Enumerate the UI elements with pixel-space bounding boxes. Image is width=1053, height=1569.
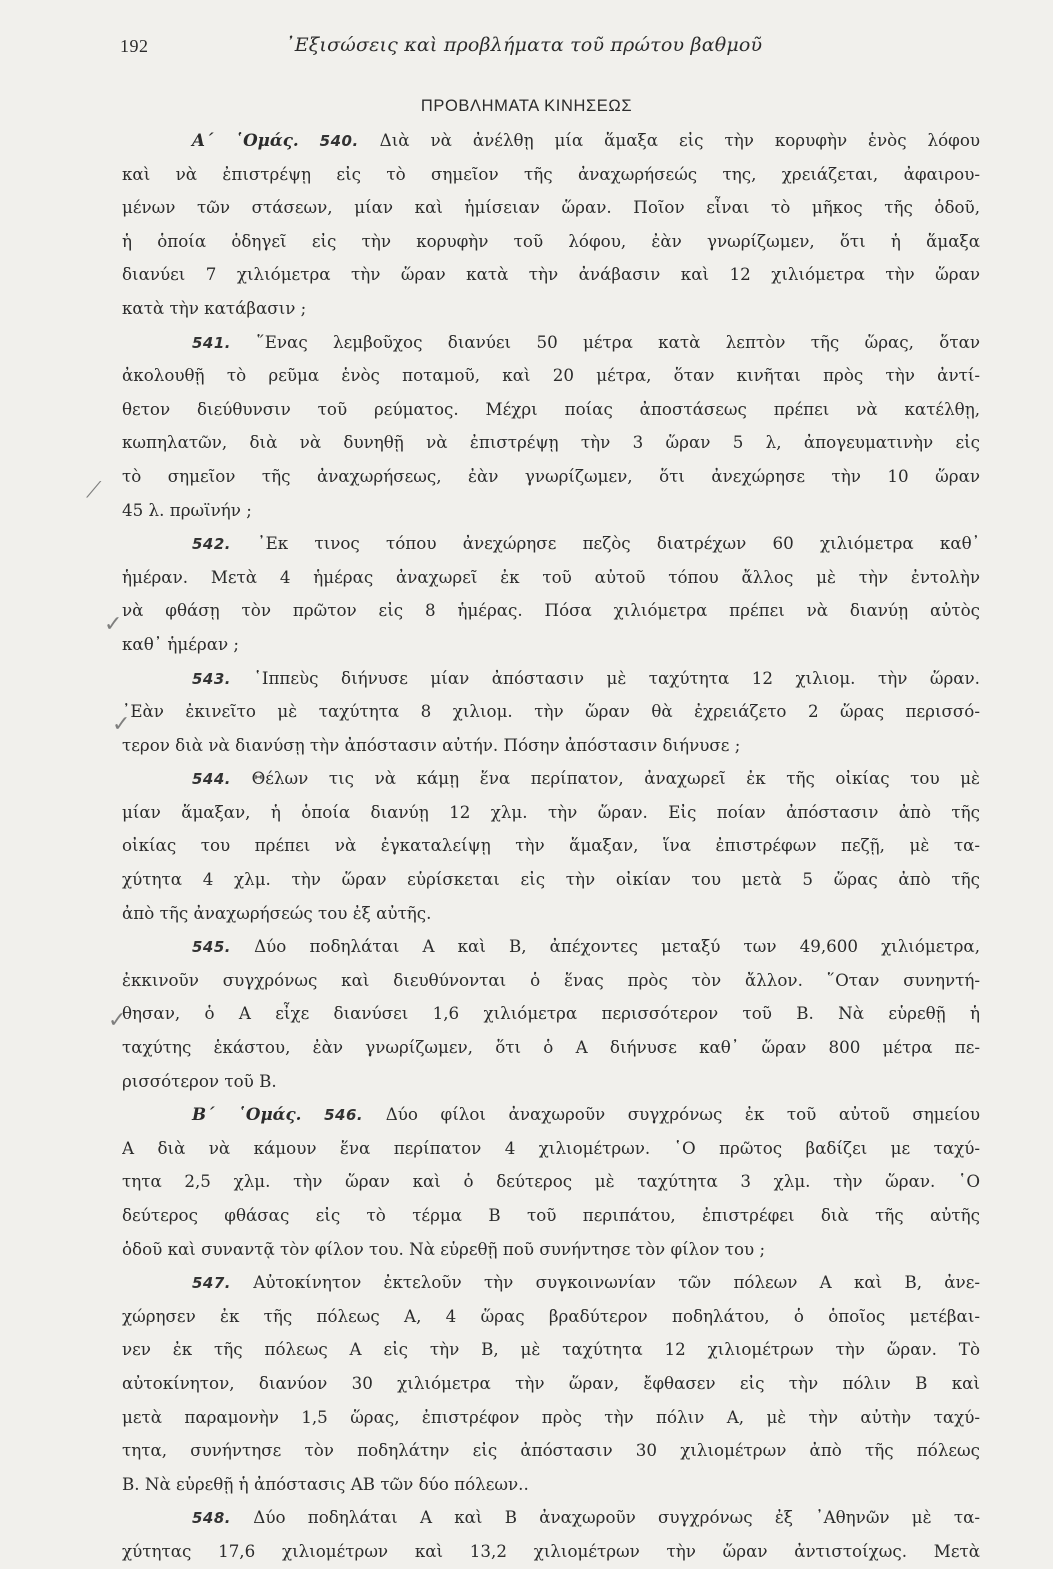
problem-545-line: ρισσότερον τοῦ Β. [122,1070,277,1091]
page-number: 192 [120,36,149,56]
problem-547-line: τητα, συνήντησε τὸν ποδηλάτην εἰς ἀπόστασιν 30 χιλιομέτρων ἀπὸ τῆς πόλεως [122,1440,980,1461]
problem-546-line: δεύτερος φθάσας εἰς τὸ τέρμα Β τοῦ περιπάτου, ἐπιστρέφει διὰ τῆς αὐτῆς [122,1205,980,1225]
problem-548-line: χύτητας 17,6 χιλιομέτρων καὶ 13,2 χιλιομέτρων τὴν ὥραν ἀντιστοίχως. Μετὰ [122,1540,980,1561]
problem-540-line: μένων τῶν στάσεων, μίαν καὶ ἡμίσειαν ὥραν. Ποῖον εἶναι τὸ μῆκος τῆς ὁδοῦ, [122,197,980,218]
problem-544-line: χύτητα 4 χλμ. τὴν ὥραν εὑρίσκεται εἰς τὴν οἰκίαν του μετὰ 5 ὥρας ἀπὸ τῆς [122,869,980,890]
problem-547-line: μετὰ παραμονὴν 1,5 ὥρας, ἐπιστρέφον πρὸς τὴν πόλιν Α, μὲ τὴν αὐτὴν ταχύ- [122,1406,980,1427]
problem-541-line: 541. ῞Ενας λεμβοῦχος διανύει 50 μέτρα κατὰ λεπτὸν τῆς ὥρας, ὅταν [192,331,980,352]
problem-545-line: θησαν, ὁ Α εἶχε διανύσει 1,6 χιλιόμετρα περισσότερον τοῦ Β. Νὰ εὑρεθῇ ἡ [122,1003,980,1024]
pencil-check-icon: ✓ [112,712,131,737]
problem-544-line: 544. Θέλων τις νὰ κάμῃ ἕνα περίπατον, ἀναχωρεῖ ἐκ τῆς οἰκίας του μὲ [192,768,980,789]
problem-540-line: ἡ ὁποία ὁδηγεῖ εἰς τὴν κορυφὴν τοῦ λόφου, ἐὰν γνωρίζωμεν, ὅτι ἡ ἅμαξα [122,230,980,251]
problem-542-line: νὰ φθάσῃ τὸν πρῶτον εἰς 8 ἡμέρας. Πόσα χιλιόμετρα πρέπει νὰ διανύῃ αὐτὸς [122,600,980,621]
problem-548-number: 548. [192,1509,232,1528]
problem-543-line: 543. ῾Ιππεὺς διήνυσε μίαν ἀπόστασιν μὲ ταχύτητα 12 χιλιομ. τὴν ὥραν. [192,667,980,688]
problem-542-number: 542. [192,535,232,554]
problem-542-line: ἡμέραν. Μετὰ 4 ἡμέρας ἀναχωρεῖ ἐκ τοῦ αὐτοῦ τόπου ἄλλος μὲ τὴν ἐντολὴν [122,566,980,587]
pencil-check-icon: ✓ [108,1008,127,1033]
problem-541-line: τὸ σημεῖον τῆς ἀναχωρήσεως, ἐὰν γνωρίζωμεν, ὅτι ἀνεχώρησε τὴν 10 ὥραν [122,465,980,486]
pencil-mark-icon: ⟋ [86,478,102,503]
problem-544-line: μίαν ἅμαξαν, ἡ ὁποία διανύῃ 12 χλμ. τὴν ὥραν. Εἰς ποίαν ἀπόστασιν ἀπὸ τῆς [122,801,980,822]
problem-545-line: ταχύτης ἑκάστου, ἐὰν γνωρίζωμεν, ὅτι ὁ Α διήνυσε καθ᾿ ὥραν 800 μέτρα πε- [122,1037,980,1058]
problem-547-line: χώρησεν ἐκ τῆς πόλεως Α, 4 ὥρας βραδύτερον ποδηλάτου, ὁ ὁποῖος μετέβαι- [122,1305,980,1326]
pencil-check-icon: ✓ [104,612,123,637]
section-title: ΠΡΟΒΛΗΜΑΤΑ ΚΙΝΗΣΕΩΣ [420,97,633,115]
problem-545-number: 545. [192,938,232,957]
problem-540-line: καὶ νὰ ἐπιστρέψῃ εἰς τὸ σημεῖον τῆς ἀναχωρήσεώς της, χρειάζεται, ἀφαιρου- [122,163,980,184]
problem-544-line: ἀπὸ τῆς ἀναχωρήσεώς του ἐξ αὐτῆς. [122,902,432,923]
problem-540-line: Α΄ ῾Ομάς. 540. Διὰ νὰ ἀνέλθῃ μία ἅμαξα εἰς τὴν κορυφὴν ἑνὸς λόφου [192,130,980,150]
problem-547-line: αὐτοκίνητον, διανύον 30 χιλιόμετρα τὴν ὥραν, ἔφθασεν εἰς τὴν πόλιν Β καὶ [122,1372,980,1393]
group-a-label: Α΄ ῾Ομάς. [192,130,299,150]
problem-546-line: Α διὰ νὰ κάμουν ἕνα περίπατον 4 χιλιομέτρων. ῾Ο πρῶτος βαδίζει με ταχύ- [122,1137,980,1158]
problem-545-line: ἐκκινοῦν συγχρόνως καὶ διευθύνονται ὁ ἕνας πρὸς τὸν ἄλλον. ῞Οταν συνηντή- [122,969,980,990]
problem-545-line: 545. Δύο ποδηλάται Α καὶ Β, ἀπέχοντες μεταξύ των 49,600 χιλιόμετρα, [192,936,980,957]
problem-543-line: τερον διὰ νὰ διανύσῃ τὴν ἀπόστασιν αὐτήν. Πόσην ἀπόστασιν διήνυσε ; [122,734,741,755]
problem-542-line: 542. ᾿Εκ τινος τόπου ἀνεχώρησε πεζὸς διατρέχων 60 χιλιόμετρα καθ᾿ [192,533,980,554]
problem-546-number: 546. [324,1106,364,1125]
problem-546-line: Β΄ ῾Ομάς. 546. Δύο φίλοι ἀναχωροῦν συγχρόνως ἐκ τοῦ αὐτοῦ σημείου [192,1104,980,1125]
group-b-label: Β΄ ῾Ομάς. [192,1104,302,1125]
problem-547-line: Β. Νὰ εὑρεθῇ ἡ ἀπόστασις ΑΒ τῶν δύο πόλεων.. [122,1473,529,1494]
problem-541-line: 45 λ. πρωϊνήν ; [122,499,252,520]
problem-543-line: ᾿Εὰν ἐκινεῖτο μὲ ταχύτητα 8 χιλιομ. τὴν ὥραν θὰ ἐχρειάζετο 2 ὥρας περισσό- [122,701,980,722]
problem-541-number: 541. [192,333,232,352]
problem-541-line: κωπηλατῶν, διὰ νὰ δυνηθῇ νὰ ἐπιστρέψῃ τὴν 3 ὥραν 5 λ, ἀπογευματινὴν εἰς [122,432,980,453]
problem-547-line: 547. Αὐτοκίνητον ἐκτελοῦν τὴν συγκοινωνίαν τῶν πόλεων Α καὶ Β, ἀνε- [192,1272,980,1293]
problem-547-line: νεν ἐκ τῆς πόλεως Α εἰς τὴν Β, μὲ ταχύτητα 12 χιλιομέτρων τὴν ὥραν. Τὸ [122,1339,980,1360]
problem-542-line: καθ᾿ ἡμέραν ; [122,633,240,654]
problem-548-line: 548. Δύο ποδηλάται Α καὶ Β ἀναχωροῦν συγχρόνως ἐξ ᾿Αθηνῶν μὲ τα- [192,1507,980,1528]
problem-540-line: διανύει 7 χιλιόμετρα τὴν ὥραν κατὰ τὴν ἀνάβασιν καὶ 12 χιλιόμετρα τὴν ὥραν [122,264,980,285]
problem-547-number: 547. [192,1274,232,1293]
problem-541-line: θετον διεύθυνσιν τοῦ ρεύματος. Μέχρι ποίας ἀποστάσεως πρέπει νὰ κατέλθῃ, [122,398,980,419]
problem-540-number: 540. [319,132,359,150]
problem-543-number: 543. [192,669,232,688]
problem-546-line: τητα 2,5 χλμ. τὴν ὥραν καὶ ὁ δεύτερος μὲ ταχύτητα 3 χλμ. τὴν ὥραν. ῾Ο [122,1171,980,1192]
problem-546-line: ὁδοῦ καὶ συναντᾷ τὸν φίλον του. Νὰ εὑρεθῇ ποῦ συνήντησε τὸν φίλον του ; [122,1238,766,1259]
problem-544-number: 544. [192,770,232,789]
problem-541-line: ἀκολουθῇ τὸ ρεῦμα ἑνὸς ποταμοῦ, καὶ 20 μέτρα, ὅταν κινῆται πρὸς τὴν ἀντί- [122,365,980,386]
problem-544-line: οἰκίας του πρέπει νὰ ἐγκαταλείψῃ τὴν ἅμαξαν, ἵνα ἐπιστρέφων πεζῇ, μὲ τα- [122,835,980,856]
problem-list [122,124,980,1569]
running-title: ᾿Εξισώσεις καὶ προβλήματα τοῦ πρώτου βαθμοῦ [285,34,763,56]
problem-540-line: κατὰ τὴν κατάβασιν ; [122,297,307,318]
running-head [120,34,960,64]
